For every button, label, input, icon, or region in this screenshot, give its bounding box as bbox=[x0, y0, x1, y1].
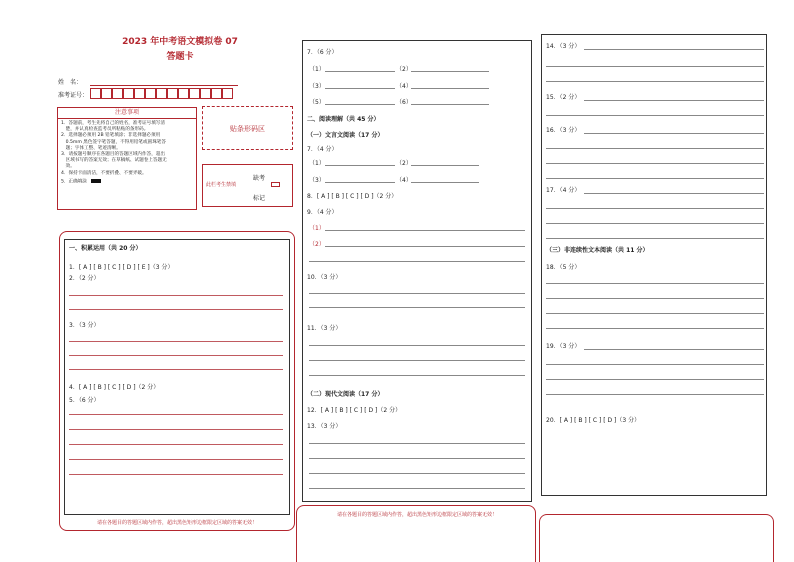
q1-choices[interactable]: 1．[ A ] [ B ] [ C ] [ D ] [ E ]（3 分） bbox=[69, 264, 174, 271]
col1-warning: 请在各题目的答题区域内作答，超出黑色矩形边框限定区域的答案无效！ bbox=[96, 520, 257, 526]
q12-choices[interactable]: 12．[ A ] [ B ] [ C ] [ D ]（2 分） bbox=[307, 407, 402, 414]
id-label: 准考证号： bbox=[58, 92, 89, 99]
notice-item: 0.5mm 黑色签字笔答题，不得用铅笔或圆珠笔答 bbox=[61, 139, 166, 145]
answer-line[interactable] bbox=[584, 349, 764, 350]
q14-label: 14．（3 分） bbox=[546, 43, 581, 50]
section1-title: 一、积累运用（共 20 分） bbox=[69, 245, 142, 252]
q7-blank-label: （2） bbox=[396, 66, 412, 73]
q16-label: 16．（3 分） bbox=[546, 127, 581, 134]
answer-line[interactable] bbox=[69, 355, 283, 356]
q15-label: 15．（2 分） bbox=[546, 94, 581, 101]
name-label: 姓 名： bbox=[58, 79, 83, 86]
answer-line[interactable] bbox=[584, 193, 764, 194]
answer-line[interactable] bbox=[309, 458, 525, 459]
blank-line[interactable] bbox=[325, 104, 395, 105]
notice-item: 2．选择题必须用 2B 铅笔填涂；非选择题必须用 bbox=[61, 133, 161, 139]
answer-line[interactable] bbox=[584, 49, 764, 50]
notice-item: 效。 bbox=[61, 164, 75, 170]
notice-item: 1．答题前，考生先将自己的姓名，准考证号填写清 bbox=[61, 121, 165, 126]
q3-label: 3．（3 分） bbox=[69, 322, 100, 329]
answer-line[interactable] bbox=[69, 414, 283, 415]
answer-line[interactable] bbox=[546, 364, 764, 365]
notice-fill-text: 5．正确填涂 bbox=[61, 179, 87, 185]
absent-box bbox=[202, 164, 293, 207]
id-field[interactable] bbox=[90, 88, 240, 100]
q9-blank-label: （2） bbox=[309, 241, 325, 248]
q7-blank-label: （6） bbox=[396, 99, 412, 106]
q7-blank-label: （5） bbox=[309, 99, 325, 106]
answer-line[interactable] bbox=[546, 283, 764, 284]
answer-line[interactable] bbox=[69, 369, 283, 370]
notice-item: 楚，并认真检查监考员所粘贴的条形码。 bbox=[61, 127, 149, 133]
q18-label: 18．（5 分） bbox=[546, 264, 581, 271]
answer-line[interactable] bbox=[309, 488, 525, 489]
blank-line[interactable] bbox=[411, 88, 489, 89]
blank-line[interactable] bbox=[325, 88, 395, 89]
blank-line[interactable] bbox=[411, 71, 489, 72]
answer-line[interactable] bbox=[546, 163, 764, 164]
answer-line[interactable] bbox=[309, 375, 525, 376]
answer-line[interactable] bbox=[69, 474, 283, 475]
sub3-title: （三）非连续性文本阅读（共 11 分） bbox=[546, 247, 649, 254]
answer-line[interactable] bbox=[69, 444, 283, 445]
answer-line[interactable] bbox=[546, 66, 764, 67]
notice-item-fill bbox=[58, 177, 196, 186]
answer-line[interactable] bbox=[546, 208, 764, 209]
answer-line[interactable] bbox=[309, 261, 525, 262]
absent-text: 缺考 bbox=[253, 175, 266, 182]
q7-label: 7．（6 分） bbox=[307, 49, 338, 56]
blank-line[interactable] bbox=[325, 71, 395, 72]
answer-line[interactable] bbox=[546, 115, 764, 116]
section3-box bbox=[541, 34, 767, 496]
q5-label: 5．（6 分） bbox=[69, 397, 100, 404]
answer-line[interactable] bbox=[309, 473, 525, 474]
filled-mark-icon bbox=[91, 179, 101, 183]
notice-item: 区域书写的答案无效；在草稿纸、试题卷上答题无 bbox=[61, 158, 167, 164]
col2-warning: 请在各题目的答题区域内作答，超出黑色矩形边框限定区域的答案无效！ bbox=[336, 512, 497, 518]
q7-blank-label: （1） bbox=[309, 66, 325, 73]
blank-line[interactable] bbox=[411, 165, 479, 166]
answer-line[interactable] bbox=[69, 341, 283, 342]
barcode-area: 贴条形码区 bbox=[202, 106, 293, 150]
section2-box bbox=[302, 40, 532, 502]
col2-bottom-frame bbox=[296, 505, 536, 562]
q7b-blank-label: （2） bbox=[396, 160, 412, 167]
q7b-blank-label: （1） bbox=[309, 160, 325, 167]
answer-line[interactable] bbox=[546, 328, 764, 329]
answer-line[interactable] bbox=[546, 178, 764, 179]
q20-choices[interactable]: 20．[ A ] [ B ] [ C ] [ D ]（3 分） bbox=[546, 417, 641, 424]
q17-label: 17．（4 分） bbox=[546, 187, 581, 194]
q10-label: 10．（3 分） bbox=[307, 274, 342, 281]
notice-item: 4．保持卡面清洁，不要折叠、不要弄破。 bbox=[61, 170, 147, 176]
answer-line[interactable] bbox=[546, 148, 764, 149]
notice-box bbox=[57, 107, 197, 210]
answer-line[interactable] bbox=[325, 246, 525, 247]
blank-line[interactable] bbox=[411, 182, 479, 183]
q2-label: 2．（2 分） bbox=[69, 275, 100, 282]
answer-line[interactable] bbox=[325, 230, 525, 231]
section2-title: 二、阅读理解（共 45 分） bbox=[307, 116, 380, 123]
notice-item: 3．请按题号顺序在各题目的答题区域内作答，超出 bbox=[61, 152, 165, 158]
notice-title: 注意事项 bbox=[58, 108, 196, 119]
blank-line[interactable] bbox=[325, 182, 395, 183]
absent-checkbox[interactable] bbox=[271, 182, 280, 187]
q11-label: 11．（3 分） bbox=[307, 325, 342, 332]
sheet-title: 2023 年中考语文模拟卷 07 bbox=[122, 37, 238, 47]
answer-line[interactable] bbox=[69, 295, 283, 296]
answer-line[interactable] bbox=[546, 81, 764, 82]
q8-choices[interactable]: 8．[ A ] [ B ] [ C ] [ D ]（2 分） bbox=[307, 193, 398, 200]
col3-bottom-frame bbox=[539, 514, 774, 562]
answer-line[interactable] bbox=[546, 298, 764, 299]
sheet-subtitle: 答题卡 bbox=[166, 52, 194, 62]
q7-blank-label: （3） bbox=[309, 83, 325, 90]
answer-line[interactable] bbox=[546, 223, 764, 224]
answer-line[interactable] bbox=[69, 429, 283, 430]
q9-blank-label: （1） bbox=[309, 225, 325, 232]
blank-line[interactable] bbox=[411, 104, 489, 105]
blank-line[interactable] bbox=[325, 165, 395, 166]
answer-line[interactable] bbox=[309, 307, 525, 308]
answer-line[interactable] bbox=[309, 443, 525, 444]
answer-line[interactable] bbox=[546, 394, 764, 395]
answer-line[interactable] bbox=[309, 293, 525, 294]
answer-line[interactable] bbox=[309, 345, 525, 346]
name-field[interactable] bbox=[90, 85, 238, 86]
answer-line[interactable] bbox=[69, 309, 283, 310]
answer-line[interactable] bbox=[584, 100, 764, 101]
q7b-blank-label: （4） bbox=[396, 177, 412, 184]
answer-line[interactable] bbox=[546, 238, 764, 239]
q7b-label: 7．（4 分） bbox=[307, 146, 338, 153]
answer-line[interactable] bbox=[69, 459, 283, 460]
notice-item: 题；字体工整、笔迹清晰。 bbox=[61, 145, 121, 151]
answer-line[interactable] bbox=[546, 313, 764, 314]
sub1-title: （一）文言文阅读（17 分） bbox=[307, 132, 384, 139]
q9-label: 9．（4 分） bbox=[307, 209, 338, 216]
mark-text: 标记 bbox=[253, 195, 266, 202]
absent-label: 此栏考生禁填 bbox=[206, 182, 237, 188]
q7b-blank-label: （3） bbox=[309, 177, 325, 184]
sub2-title: （二）现代文阅读（17 分） bbox=[307, 391, 384, 398]
answer-line[interactable] bbox=[584, 133, 764, 134]
q13-label: 13．（3 分） bbox=[307, 423, 342, 430]
q4-choices[interactable]: 4．[ A ] [ B ] [ C ] [ D ]（2 分） bbox=[69, 384, 160, 391]
section1-box bbox=[64, 239, 290, 515]
q7-blank-label: （4） bbox=[396, 83, 412, 90]
q19-label: 19．（3 分） bbox=[546, 343, 581, 350]
answer-line[interactable] bbox=[546, 379, 764, 380]
answer-line[interactable] bbox=[309, 360, 525, 361]
